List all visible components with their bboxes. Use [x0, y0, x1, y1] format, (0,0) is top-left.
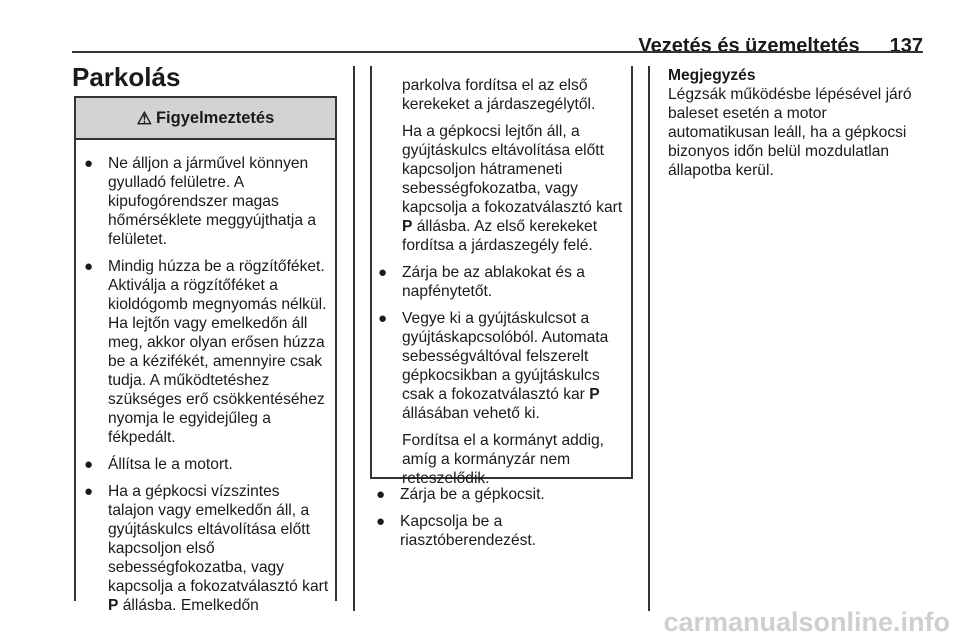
- continued-text: parkolva fordítsa el az első kerekeket a járdaszegélytől.: [402, 77, 596, 113]
- steering-paragraph: Fordítsa el a kormányt addig, amíg a kormányzár nem reteszelődik.: [402, 432, 604, 487]
- warning-box-continued: [370, 66, 633, 487]
- bullet-icon: ●: [376, 486, 386, 503]
- bullet-icon: ●: [84, 483, 94, 500]
- note-text: Légzsák működésbe lépésével járó baleset esetén a motor automatikusan leáll, ha a gépkocsi bizonyos időn belül mozdulatlan állapotba kerül.: [668, 86, 912, 179]
- header-rule: [72, 51, 923, 53]
- list-item: ● Kapcsolja be a riasztóberendezést.: [376, 513, 537, 549]
- column-divider-2: [648, 66, 650, 611]
- note-title: Megjegyzés: [668, 67, 756, 84]
- chapter-title: Vezetés és üzemeltetés: [638, 35, 860, 57]
- list-item: ● Ha a gépkocsi vízszintes talajon vagy emelkedőn áll, a gyújtáskulcs eltávolítása előtt kapcsoljon első sebességfokozatba, vagy kapcsolja a fokozatválasztó kart P állásba. Emelkedőn: [84, 483, 329, 614]
- note-block: [668, 66, 928, 180]
- bullet-icon: ●: [376, 513, 386, 530]
- bullet-icon: ●: [378, 310, 388, 327]
- watermark: carmanualsonline.info: [663, 607, 950, 637]
- warning-box: [74, 96, 337, 614]
- warning-list-continued: [372, 263, 625, 423]
- bullet-icon: ●: [84, 456, 94, 473]
- list-item: ● Zárja be az ablakokat és a napfénytetőt.: [378, 264, 585, 300]
- list-item: ● Vegye ki a gyújtáskulcsot a gyújtáskapcsolóból. Automata sebességváltóval felszerelt gépkocsikban a gyújtáskulcs csak a fokozatválasztó kar P állásában vehető ki.: [378, 310, 609, 422]
- column-divider-1: [353, 66, 355, 611]
- list-item: ● Ne álljon a járművel könnyen gyulladó felületre. A kipufogórendszer magas hőmérséklete meggyújthatja a felületet.: [84, 155, 317, 248]
- warning-list: [78, 154, 329, 615]
- slope-paragraph: Ha a gépkocsi lejtőn áll, a gyújtáskulcs eltávolítása előtt kapcsoljon hátrameneti sebességfokozatba, vagy kapcsolja a fokozatválasztó kart P állásba. Az első kerekeket fordítsa a járdaszegély felé.: [402, 123, 623, 254]
- bullet-icon: ●: [84, 155, 94, 172]
- list-item: ● Mindig húzza be a rögzítőféket. Aktiválja a rögzítőféket a kioldógomb megnyomás nélkül. Ha lejtőn vagy emelkedőn áll meg, akkor olyan erősen húzza be a kézifékét, amennyire csak tudja. A működtetéshez szükséges erő csökkentéséhez nyomja le egyidejűleg a fékpedált.: [84, 258, 327, 446]
- warning-title: Figyelmeztetés: [155, 108, 275, 127]
- warning-header: [76, 98, 335, 140]
- after-list: [370, 485, 633, 558]
- list-item: ● Zárja be a gépkocsit.: [376, 486, 545, 503]
- warning-triangle-icon: ⚠: [136, 108, 152, 128]
- section-title: Parkolás: [72, 62, 181, 92]
- bullet-icon: ●: [378, 264, 388, 281]
- list-item: ● Állítsa le a motort.: [84, 456, 233, 473]
- page-number: 137: [889, 35, 923, 57]
- bullet-icon: ●: [84, 258, 94, 275]
